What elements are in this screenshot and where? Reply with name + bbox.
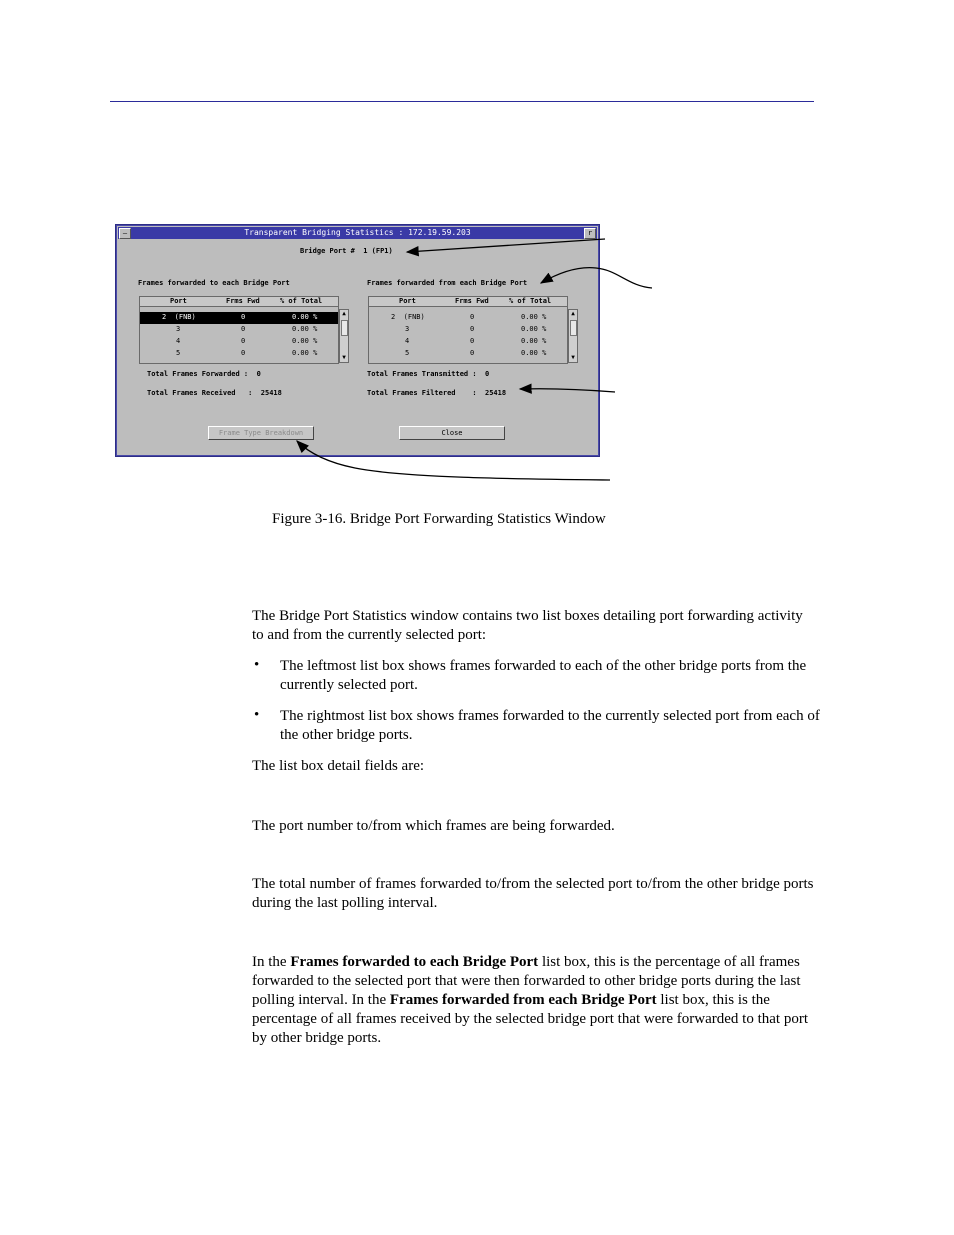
col-pct-total: % of Total	[280, 297, 323, 305]
col-port: Port	[170, 297, 187, 305]
left-list-heading: Frames forwarded to each Bridge Port	[138, 279, 290, 287]
figure-caption: Figure 3-16. Bridge Port Forwarding Statistics Window	[272, 511, 606, 527]
col-port: Port	[399, 297, 416, 305]
pct-total-field-description: In the Frames forwarded to each Bridge Port list box, this is the percentage of all frames forwarded to the selected port that were then forwarded to other bridge ports during the last polling interval. In the Frames forwarded from each Bridge Port list box, this is the percentage of all frames received by the selected bridge port that were forwarded to that port by other bridge ports.	[252, 954, 808, 1046]
callout-arrows	[0, 0, 954, 520]
total-transmitted: Total Frames Transmitted : 0	[367, 370, 490, 378]
total-forwarded: Total Frames Forwarded : 0	[147, 370, 261, 378]
bullet-item: The leftmost list box shows frames forwarded to each of the other bridge ports from the currently selected port.	[280, 658, 807, 693]
detail-intro: The list box detail fields are:	[252, 758, 425, 774]
port-field-description: The port number to/from which frames are being forwarded.	[252, 818, 615, 834]
bold-term: Frames forwarded to each Bridge Port	[290, 954, 539, 970]
maximize-button[interactable]: r	[584, 228, 596, 239]
col-frms-fwd: Frms Fwd	[226, 297, 260, 305]
window-title: Transparent Bridging Statistics : 172.19.59.203	[244, 228, 471, 237]
callout-totals	[520, 389, 615, 392]
scroll-down-icon[interactable]: ▼	[342, 354, 346, 361]
frms-fwd-field-description: The total number of frames forwarded to/from the selected port to/from the other bridge ports during the last polling interval.	[252, 876, 814, 911]
callout-list-boxes	[541, 268, 652, 288]
window-menu-button[interactable]: –	[119, 228, 131, 239]
scroll-up-icon[interactable]: ▲	[342, 310, 346, 317]
col-pct-total: % of Total	[509, 297, 552, 305]
list-item[interactable]: 2 (FNB) 0 0.00 %	[391, 313, 547, 321]
list-item[interactable]: 3 0 0.00 %	[405, 325, 547, 333]
close-button[interactable]: Close	[399, 426, 505, 440]
right-list-heading: Frames forwarded from each Bridge Port	[367, 279, 528, 287]
intro-paragraph: The Bridge Port Statistics window contains two list boxes detailing port forwarding activity to and from the currently selected port:	[252, 608, 803, 643]
total-filtered: Total Frames Filtered : 25418	[367, 389, 507, 397]
bullet-marker: •	[254, 707, 260, 723]
scroll-up-icon[interactable]: ▲	[571, 310, 575, 317]
col-frms-fwd: Frms Fwd	[455, 297, 489, 305]
total-received: Total Frames Received : 25418	[147, 389, 282, 397]
list-item[interactable]: 5 0 0.00 %	[405, 349, 547, 357]
bridge-port-label: Bridge Port # 1 (FP1)	[300, 247, 393, 255]
bullet-marker: •	[254, 657, 260, 673]
scroll-down-icon[interactable]: ▼	[571, 354, 575, 361]
bullet-item: The rightmost list box shows frames forwarded to the currently selected port from each of the other bridge ports.	[280, 708, 820, 743]
frame-type-breakdown-button[interactable]: Frame Type Breakdown	[208, 426, 314, 440]
list-item[interactable]: 3 0 0.00 %	[176, 325, 318, 333]
list-item[interactable]: 4 0 0.00 %	[176, 337, 318, 345]
list-item[interactable]: 2 (FNB) 0 0.00 %	[140, 312, 338, 324]
list-item[interactable]: 4 0 0.00 %	[405, 337, 547, 345]
callout-frame-type-button	[297, 441, 610, 480]
list-item[interactable]: 5 0 0.00 %	[176, 349, 318, 357]
bold-term: Frames forwarded from each Bridge Port	[389, 992, 657, 1008]
callout-bridge-port	[407, 239, 605, 252]
